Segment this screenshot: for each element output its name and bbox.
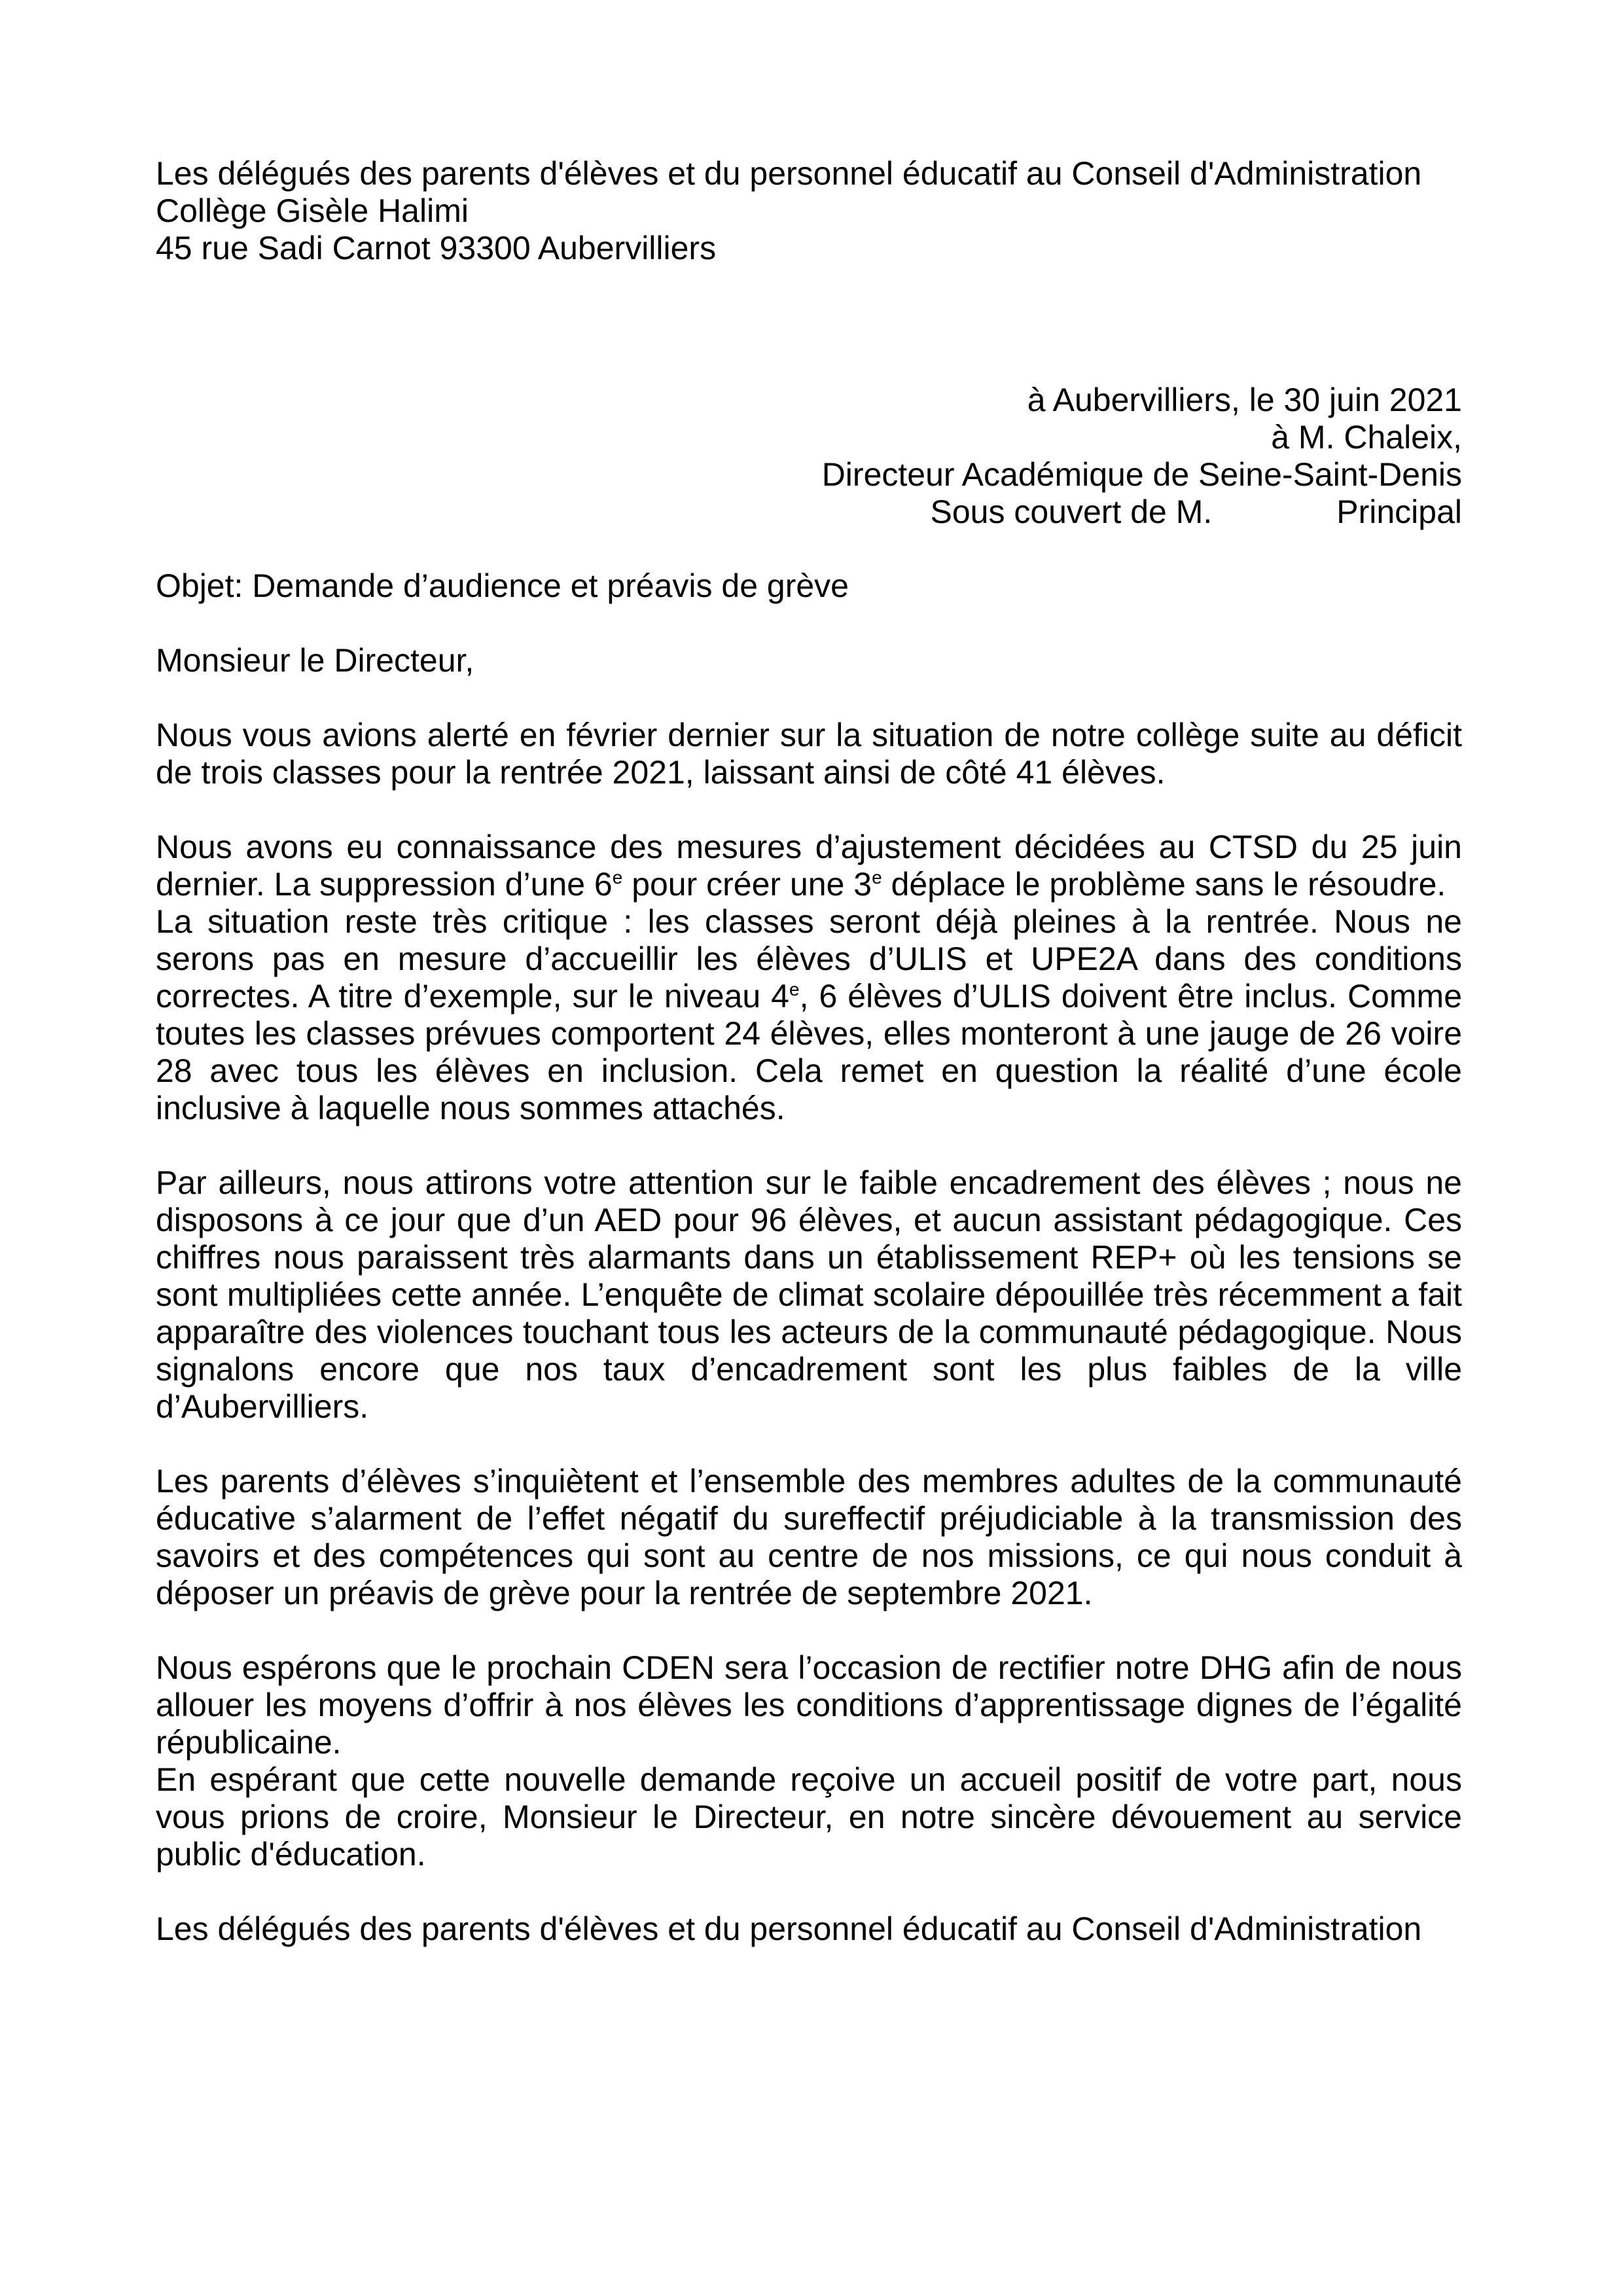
recipient-cover xyxy=(546,493,1462,531)
sender-block xyxy=(156,155,1530,267)
salutation: Monsieur le Directeur, xyxy=(156,642,474,679)
recipient-name: à M. Chaleix, xyxy=(1271,419,1462,456)
paragraph-preavis: Les parents d’élèves s’inquiètent et l’ensemble des membres adultes de la communauté éducative s’alarment de l’effet négatif du sureffectif préjudiciable à la transmission des savoirs et des compétences qui sont au centre de nos missions, ce qui nous conduit à déposer un préavis de grève pour la rentrée de septembre 2021. xyxy=(156,1463,1462,1611)
recipient-block xyxy=(546,382,1462,531)
paragraph-situation: La situation reste très critique : les classes seront déjà pleines à la rentrée. Nous ne serons pas en mesure d’accueillir les élèves d’ULIS et UPE2A dans des conditions correctes. A titre d’exemple, sur le niveau 4e, 6 élèves d’ULIS doivent être inclus. Comme toutes les classes prévues comportent 24 élèves, elles monteront à une jauge de 26 voire 28 avec tous les élèves en inclusion. Cela remet en question la réalité d’une école inclusive à laquelle nous sommes attachés. xyxy=(156,903,1463,1126)
paragraph-encadrement: Par ailleurs, nous attirons votre attention sur le faible encadrement des élèves ; nous ne disposons à ce jour que d’un AED pour 96 élèves, et aucun assistant pédagogique. Ces chiffres nous paraissent très alarmants dans un établissement REP+ où les tensions se sont multipliées cette année. L’enquête de climat scolaire dépouillée très récemment a fait apparaître des violences touchant tous les acteurs de la communauté pédagogique. Nous signalons encore que nos taux d’encadrement sont les plus faibles de la ville d’Aubervilliers. xyxy=(156,1164,1462,1425)
sender-address: 45 rue Sadi Carnot 93300 Aubervilliers xyxy=(156,230,717,266)
subject-line: Objet: Demande d’audience et préavis de grève xyxy=(156,567,849,604)
recipient-title: Directeur Académique de Seine-Saint-Denis xyxy=(821,456,1462,493)
sender-name: Les délégués des parents d'élèves et du personnel éducatif au Conseil d'Administration xyxy=(156,155,1422,192)
cover-suffix: Principal xyxy=(1336,493,1462,530)
paragraph-ctsd: Nous avons eu connaissance des mesures d’ajustement décidées au CTSD du 25 juin dernier. La suppression d’une 6e pour créer une 3e déplace le problème sans le résoudre. xyxy=(156,829,1462,903)
paragraph-closing: En espérant que cette nouvelle demande reçoive un accueil positif de votre part, nous vous prions de croire, Monsieur le Directeur, en notre sincère dévouement au service public d'éducation. xyxy=(156,1761,1462,1873)
signature: Les délégués des parents d'élèves et du personnel éducatif au Conseil d'Administration xyxy=(156,1910,1422,1947)
sender-school: Collège Gisèle Halimi xyxy=(156,192,469,229)
cover-prefix: Sous couvert de M. xyxy=(930,493,1213,530)
paragraph-cden: Nous espérons que le prochain CDEN sera l’occasion de rectifier notre DHG afin de nous allouer les moyens d’offrir à nos élèves les conditions d’apprentissage dignes de l’égalité républicaine. xyxy=(156,1649,1462,1761)
letter-body xyxy=(156,567,1462,1985)
place-date: à Aubervilliers, le 30 juin 2021 xyxy=(1027,382,1462,418)
paragraph-alert: Nous vous avions alerté en février dernier sur la situation de notre collège suite au déficit de trois classes pour la rentrée 2021, laissant ainsi de côté 41 élèves. xyxy=(156,717,1462,791)
